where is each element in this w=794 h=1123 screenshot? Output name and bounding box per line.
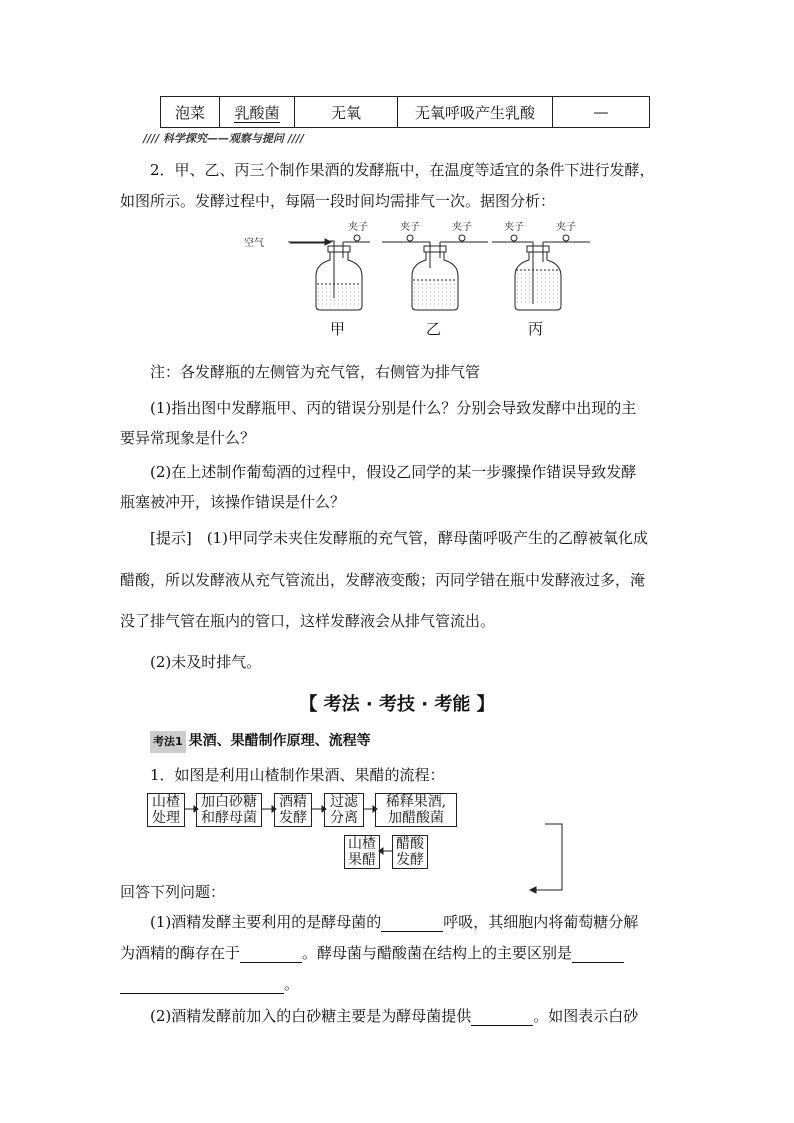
qa1-text: 呼吸，其细胞内将葡萄糖分解	[443, 913, 639, 931]
qa1-line3	[120, 974, 299, 994]
flow-box-text: 果醋	[348, 852, 376, 868]
answer-blank[interactable]	[120, 978, 284, 994]
qa1-text: (1)酒精发酵主要利用的是酵母菌的	[150, 913, 382, 931]
qa2-line	[150, 1006, 638, 1026]
section-header: //// 科学探究——观察与提问 ////	[143, 132, 304, 145]
bottle-label: 丙	[528, 320, 544, 338]
flow-box-text: 和酵母菌	[201, 810, 257, 826]
qa1-line2	[120, 943, 624, 963]
answer-blank[interactable]	[381, 916, 443, 932]
flow-box-text: 处理	[152, 810, 180, 826]
bottle-label: 乙	[426, 320, 442, 338]
sub2-line1: (2)在上述制作葡萄酒的过程中，假设乙同学的某一步骤操作错误导致发酵	[150, 463, 637, 481]
fermentation-table	[160, 96, 650, 128]
qa1-text: 。酵母菌与醋酸菌在结构上的主要区别是	[302, 944, 573, 962]
flow-box-text: 稀释果酒,	[385, 794, 447, 810]
bottle-yi	[382, 235, 488, 310]
answer-intro: 回答下列问题：	[120, 883, 226, 901]
flow-box-text: 加白砂糖	[201, 794, 257, 810]
clip-label: 夹子	[348, 222, 368, 233]
flow-box-text: 山楂	[348, 836, 376, 852]
flow-box-text: 发酵	[279, 810, 307, 826]
section-header-text: 科学探究——观察与提问	[162, 132, 284, 145]
qa1-text: 为酒精的酶存在于	[120, 944, 241, 962]
flow-box-text: 加醋酸菌	[388, 810, 444, 826]
q2-line2: 如图所示。发酵过程中，每隔一段时间均需排气一次。据图分析：	[120, 192, 556, 210]
q1-intro: 1．如图是利用山楂制作果酒、果醋的流程：	[150, 766, 445, 784]
q2-line1: 2．甲、乙、丙三个制作果酒的发酵瓶中，在温度等适宜的条件下进行发酵，	[150, 161, 655, 179]
hint-line3: 没了排气管在瓶内的管口，这样发酵液会从排气管流出。	[120, 612, 496, 630]
note: 注：各发酵瓶的左侧管为充气管，右侧管为排气管	[150, 363, 481, 381]
bottle-label: 甲	[330, 320, 346, 338]
clip-label: 夹子	[556, 222, 576, 233]
flow-box-text: 山楂	[152, 794, 180, 810]
bottle-jia	[288, 235, 370, 310]
hint-line2: 醋酸，所以发酵液从充气管流出，发酵液变酸；丙同学错在瓶中发酵液过多，淹	[120, 571, 646, 589]
table-row	[161, 97, 650, 128]
answer-blank[interactable]	[572, 947, 624, 963]
sub2-line2: 瓶塞被冲开，该操作错误是什么？	[120, 493, 346, 511]
hint-line4: (2)未及时排气。	[150, 653, 262, 671]
clip-label: 夹子	[452, 222, 472, 233]
answer-blank[interactable]	[240, 947, 302, 963]
sub1-line2: 要异常现象是什么？	[120, 429, 256, 447]
method-heading	[150, 731, 371, 753]
table-cell-text: 乳酸菌	[234, 103, 280, 122]
clip-label: 夹子	[400, 222, 420, 233]
method-text: 果酒、果醋制作原理、流程等	[188, 733, 371, 749]
table-cell: 无氧呼吸产生乳酸	[398, 97, 553, 128]
bottle-bing	[492, 235, 590, 310]
qa1-text: 。	[284, 975, 300, 993]
flow-box-text: 发酵	[396, 852, 424, 868]
flow-box-text: 醋酸	[396, 836, 424, 852]
table-cell: —	[553, 97, 650, 128]
flow-box-text: 过滤	[330, 794, 358, 810]
table-cell	[220, 97, 295, 128]
qa2-text: 。如图表示白砂	[533, 1007, 639, 1025]
answer-blank[interactable]	[471, 1010, 533, 1026]
qa1-line1	[150, 912, 638, 932]
section-title: 【 考法 · 考技 · 考能 】	[299, 694, 495, 715]
sub1-line1: (1)指出图中发酵瓶甲、丙的错误分别是什么？分别会导致发酵中出现的主	[150, 399, 637, 417]
table-cell: 泡菜	[161, 97, 220, 128]
fermentation-bottles-figure	[230, 218, 610, 338]
method-tag: 考法1	[150, 731, 186, 753]
hint-line1: [提示] (1)甲同学未夹住发酵瓶的充气管，酵母菌呼吸产生的乙醇被氧化成	[150, 529, 648, 547]
air-label: 空气	[244, 238, 264, 249]
table-cell: 无氧	[295, 97, 398, 128]
qa2-text: (2)酒精发酵前加入的白砂糖主要是为酵母菌提供	[150, 1007, 472, 1025]
flow-box-text: 分离	[330, 810, 358, 826]
clip-label: 夹子	[504, 222, 524, 233]
flow-box-text: 酒精	[279, 794, 307, 810]
